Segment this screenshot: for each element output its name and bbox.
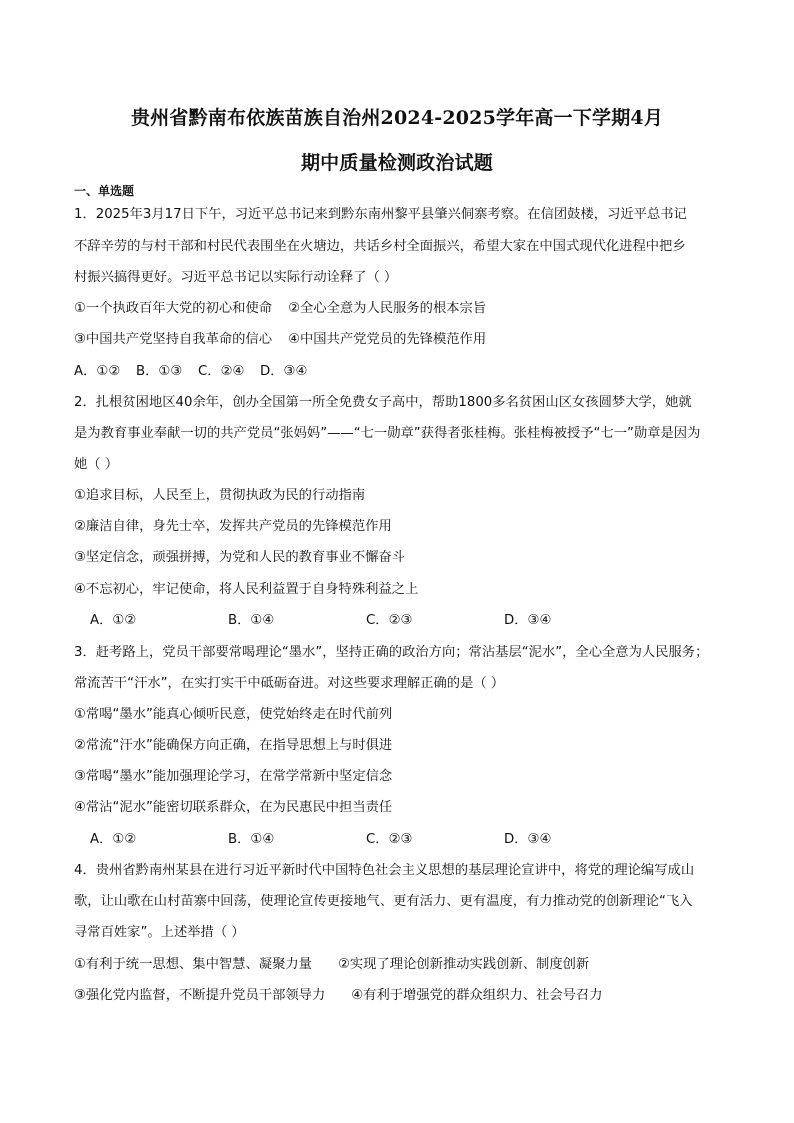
q2-statement-3: ③坚定信念，顽强拼搏，为党和人民的教育事业不懈奋斗 (74, 550, 406, 565)
q2-stem-line2: 是为教育事业奉献一切的共产党员“张妈妈”——“七一勋章”获得者张桂梅。张桂梅被授予“七一”勋章是因为 (74, 426, 701, 441)
q4-statements-row2 (74, 986, 603, 1006)
q3-stem-line1: 3．赶考路上，党员干部要常喝理论“墨水”，坚持正确的政治方向；常沾基层“泥水”，全心全意为人民服务； (74, 645, 709, 660)
q1-statement-1: ①一个执政百年大党的初心和使命 (74, 301, 273, 316)
q1-statement-2: ②全心全意为人民服务的根本宗旨 (288, 301, 487, 316)
q1-option-a[interactable]: A．①② (74, 364, 121, 379)
q1-options (74, 362, 322, 382)
q1-statement-3: ③中国共产党坚持自我革命的信心 (74, 332, 273, 347)
q1-statement-4: ④中国共产党党员的先锋模范作用 (288, 332, 487, 347)
q3-statement-3: ③常喝“墨水”能加强理论学习，在常学常新中坚定信念 (74, 769, 393, 784)
q4-statement-2: ②实现了理论创新推动实践创新、制度创新 (337, 957, 590, 972)
q2-option-b[interactable]: B．①④ (228, 613, 275, 628)
q3-option-a[interactable]: A．①② (90, 832, 137, 847)
q3-statement-4: ④常沾“泥水”能密切联系群众，在为民惠民中担当责任 (74, 800, 393, 815)
q4-statement-1: ①有利于统一思想、集中智慧、凝聚力量 (74, 957, 312, 972)
q2-stem-line1: 2．扎根贫困地区40余年，创办全国第一所全免费女子高中，帮助1800多名贫困山区女孩圆梦大学，她就 (74, 395, 692, 410)
q3-options (90, 830, 642, 850)
q1-stem-line1: 1．2025年3月17日下午，习近平总书记来到黔东南州黎平县肇兴侗寨考察。在信团鼓楼，习近平总书记 (74, 207, 687, 222)
q4-stem-line3: 寻常百姓家”。上述举措（ ） (74, 925, 245, 940)
exam-title-line1: 贵州省黔南布依族苗族自治州2024-2025学年高一下学期4月 (130, 107, 664, 129)
q3-statement-2: ②常流“汗水”能确保方向正确，在指导思想上与时俱进 (74, 738, 393, 753)
q1-statements-row1 (74, 299, 486, 319)
q2-statement-1: ①追求目标，人民至上，贯彻执政为民的行动指南 (74, 488, 366, 503)
q3-option-d[interactable]: D．③④ (504, 832, 552, 847)
q2-statement-2: ②廉洁自律，身先士卒，发挥共产党员的先锋模范作用 (74, 519, 392, 534)
q1-stem-line3: 村振兴搞得更好。习近平总书记以实际行动诠释了（ ） (74, 270, 398, 285)
q2-option-d[interactable]: D．③④ (504, 613, 552, 628)
q3-option-c[interactable]: C．②③ (366, 832, 413, 847)
q4-statement-3: ③强化党内监督，不断提升党员干部领导力 (74, 988, 326, 1003)
q2-statement-4: ④不忘初心，牢记使命，将人民利益置于自身特殊利益之上 (74, 582, 419, 597)
q1-stem-line2: 不辞辛劳的与村干部和村民代表围坐在火塘边，共话乡村全面振兴，希望大家在中国式现代化进程中把乡 (74, 239, 686, 254)
q4-statement-4: ④有利于增强党的群众组织力、社会号召力 (351, 988, 603, 1003)
q1-option-c[interactable]: C．②④ (198, 364, 245, 379)
q2-option-c[interactable]: C．②③ (366, 613, 413, 628)
q2-stem-line3: 她（ ） (74, 457, 119, 472)
q3-stem-line2: 常流苦干“汗水”，在实打实干中砥砺奋进。对这些要求理解正确的是（ ） (74, 676, 505, 691)
q1-option-b[interactable]: B．①③ (136, 364, 183, 379)
exam-title-line2: 期中质量检测政治试题 (300, 152, 493, 174)
section-heading: 一、单选题 (74, 184, 135, 198)
q4-stem-line1: 4．贵州省黔南州某县在进行习近平新时代中国特色社会主义思想的基层理论宣讲中，将党的理论编写成山 (74, 863, 695, 878)
q4-stem-line2: 歌，让山歌在山村苗寨中回荡，使理论宣传更接地气、更有活力、更有温度，有力推动党的创新理论“飞入 (74, 894, 693, 909)
q3-option-b[interactable]: B．①④ (228, 832, 275, 847)
q4-statements-row1 (74, 955, 589, 975)
q1-statements-row2 (74, 330, 486, 350)
q3-statement-1: ①常喝“墨水”能真心倾听民意，使党始终走在时代前列 (74, 707, 393, 722)
q2-options (90, 611, 642, 631)
q2-option-a[interactable]: A．①② (90, 613, 137, 628)
q1-option-d[interactable]: D．③④ (260, 364, 308, 379)
